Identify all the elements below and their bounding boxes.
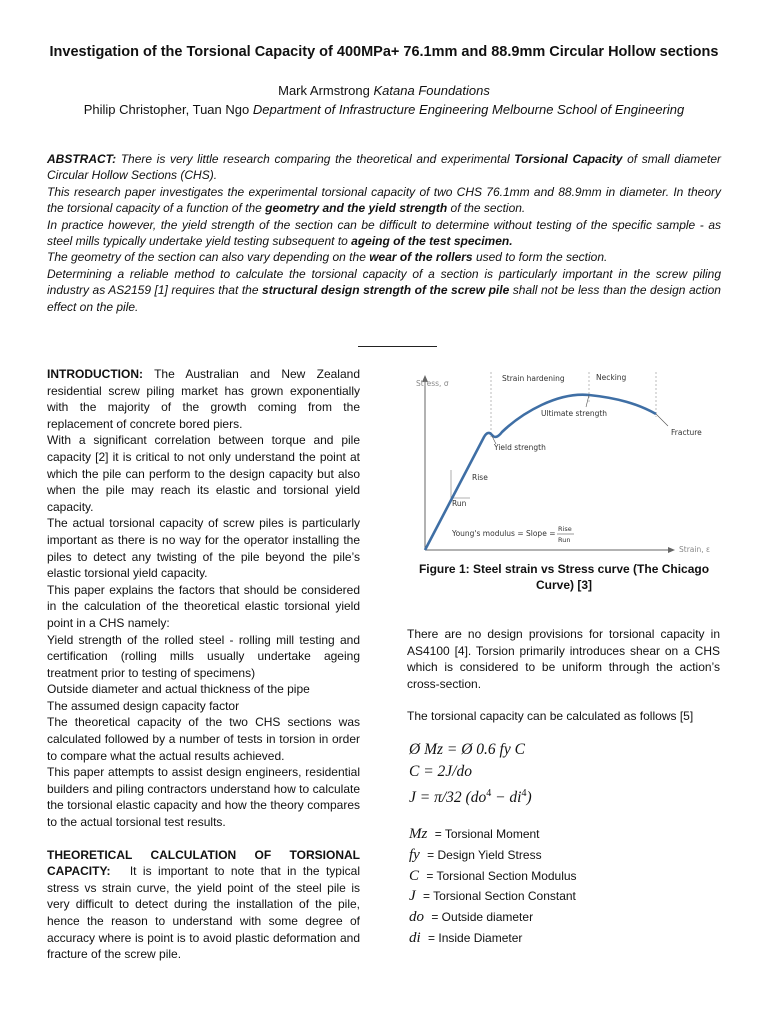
definition-symbol: Mz bbox=[409, 826, 428, 842]
abstract bbox=[47, 151, 721, 315]
definition-item bbox=[409, 886, 577, 907]
intro-para-3: The actual torsional capacity of screw piles is particularly important as there is no way for the operator installing the piles to detect any twisting of the pile beyond the pile’s elastic torsional yield capacity. bbox=[47, 516, 360, 581]
slope-fraction-numerator: Rise bbox=[558, 525, 572, 533]
theory-heading: THEORETICAL CALCULATION OF TORSIONAL CAPACITY: bbox=[47, 847, 360, 879]
intro-para-2: With a significant correlation between torque and pile capacity [2] it is critical to not only understand the point at which the pile can perform to the design capacity but also when the pile may reach its elastic and torsional yield capacity. bbox=[47, 433, 360, 514]
equation-3-exponent: 4 bbox=[521, 788, 527, 799]
intro-para-5: Yield strength of the rolled steel - rolling mill testing and certification (rolling mills usually undertake ageing treatment prior to testing of specimens) bbox=[47, 632, 360, 680]
author-affiliation-2: Department of Infrastructure Engineering Melbourne School of Engineering bbox=[252, 102, 685, 117]
definition-text: = Torsional Section Modulus bbox=[426, 868, 577, 883]
yield-strength-label: Yield strength bbox=[494, 443, 546, 452]
strain-axis-label: Strain, ε bbox=[679, 545, 711, 554]
abstract-label: ABSTRACT: bbox=[47, 152, 117, 166]
intro-para-8: The theoretical capacity of the two CHS sections was calculated followed by a number of tests in torsion in order to compare what the actual results achieved. bbox=[47, 715, 360, 763]
definition-text: = Torsional Section Constant bbox=[423, 889, 576, 904]
abstract-text: This research paper investigates the experimental torsional capacity of two CHS 76.1mm and 88.9mm in diameter. In theory the torsional capacity of a function of the bbox=[47, 184, 721, 216]
slope-fraction-denominator: Run bbox=[558, 536, 571, 544]
definition-item bbox=[409, 907, 577, 928]
section-divider bbox=[358, 346, 437, 347]
left-column bbox=[47, 366, 360, 963]
abstract-para-4 bbox=[47, 249, 721, 265]
abstract-para-1 bbox=[47, 151, 721, 184]
equation-3-exponent: 4 bbox=[486, 788, 492, 799]
abstract-bold: ageing of the test specimen. bbox=[351, 234, 513, 249]
x-axis-arrow bbox=[668, 547, 675, 553]
right-para-1: There are no design provisions for torsional capacity in AS4100 [4]. Torsion primarily introduces shear on a CHS which is considered to be uniform through the action’s cross-section. bbox=[407, 627, 720, 691]
intro-para-9: This paper attempts to assist design engineers, residential builders and piling contractors understand how to calculate the torsional elastic capacity and how the theory compares to the actual torsional test results. bbox=[47, 765, 360, 830]
stress-strain-figure bbox=[408, 362, 728, 558]
definition-text: = Outside diameter bbox=[431, 910, 534, 925]
figure-caption: Figure 1: Steel strain vs Stress curve (The Chicago Curve) [3] bbox=[418, 562, 710, 592]
introduction-heading: INTRODUCTION: bbox=[47, 367, 143, 381]
body-text: It is important to note that in the typical stress vs strain curve, the yield point of the steel pile is very difficult to detect during the installation of the pile, hence the reason to understand with some degree of accuracy where is point is to avoid plastic deformation and fracture of the screw pile. bbox=[47, 864, 360, 962]
ultimate-strength-label: Ultimate strength bbox=[541, 409, 608, 418]
equation-3 bbox=[409, 783, 532, 809]
definition-text: = Torsional Moment bbox=[434, 827, 540, 841]
abstract-bold: structural design strength of the screw pile bbox=[262, 283, 510, 298]
equation-3-part: J = π/32 (do bbox=[409, 789, 487, 807]
equation-2: C = 2J/do bbox=[409, 763, 472, 780]
abstract-bold: wear of the rollers bbox=[369, 250, 473, 265]
intro-para-6: Outside diameter and actual thickness of the pipe bbox=[47, 682, 310, 697]
abstract-para-2 bbox=[47, 184, 721, 217]
necking-label: Necking bbox=[596, 373, 627, 382]
theory-para-1 bbox=[47, 847, 360, 963]
fracture-label: Fracture bbox=[671, 428, 702, 437]
definition-item bbox=[409, 824, 577, 845]
equation-3-part: ) bbox=[526, 789, 532, 807]
definition-item bbox=[409, 845, 577, 866]
stress-axis-label: Stress, σ bbox=[416, 379, 449, 388]
definition-item bbox=[409, 928, 577, 949]
definition-item bbox=[409, 866, 577, 887]
definition-text: = Design Yield Stress bbox=[427, 847, 542, 862]
paper-title: Investigation of the Torsional Capacity of 400MPa+ 76.1mm and 88.9mm Circular Hollow sections bbox=[49, 44, 719, 60]
abstract-text: The geometry of the section can also vary depending on the bbox=[47, 250, 366, 265]
abstract-text: shall not be less than the design action effect on the pile. bbox=[47, 283, 721, 314]
equation-3-part: − di bbox=[491, 789, 522, 807]
abstract-para-3 bbox=[47, 217, 721, 250]
definitions-list bbox=[409, 824, 577, 949]
abstract-text: In practice however, the yield strength of the section can be difficult to determine without testing of the specific sample - as steel mills typically undertake yield testing subsequent to bbox=[47, 217, 721, 249]
author-line-2 bbox=[30, 101, 738, 119]
abstract-bold: Torsional Capacity bbox=[514, 152, 623, 166]
fracture-pointer bbox=[656, 414, 668, 426]
abstract-text: There is very little research comparing the theoretical and experimental bbox=[120, 152, 510, 166]
intro-para-1 bbox=[47, 366, 360, 432]
equation-1: Ø Mz = Ø 0.6 fy C bbox=[409, 741, 525, 758]
run-label: Run bbox=[452, 499, 467, 508]
abstract-text: Determining a reliable method to calculate the torsional capacity of a section is particularly important in the screw piling industry as AS2159 [1] requires that the bbox=[47, 266, 721, 298]
right-para-2: The torsional capacity can be calculated as follows [5] bbox=[407, 709, 694, 723]
body-text: The Australian and New Zealand residential screw piling market has grown exponentially with the majority of the growth coming from the replacement of concrete bored piers. bbox=[47, 367, 360, 431]
abstract-para-5 bbox=[47, 266, 721, 315]
rise-label: Rise bbox=[472, 473, 488, 482]
abstract-text: used to form the section. bbox=[475, 250, 608, 265]
author-name-1: Mark Armstrong bbox=[278, 83, 370, 98]
abstract-text: of the section. bbox=[450, 201, 526, 216]
definition-symbol: C bbox=[409, 867, 420, 884]
intro-para-4: This paper explains the factors that should be considered in the calculation of the theoretical elastic torsional yield point in a CHS namely: bbox=[47, 582, 360, 630]
definition-text: = Inside Diameter bbox=[428, 930, 523, 945]
strain-hardening-label: Strain hardening bbox=[502, 374, 565, 383]
definition-symbol: fy bbox=[409, 846, 420, 863]
youngs-modulus-label: Young's modulus = Slope = bbox=[452, 529, 556, 538]
definition-symbol: J bbox=[409, 888, 416, 905]
definition-symbol: do bbox=[409, 909, 424, 926]
author-affiliation-1: Katana Foundations bbox=[373, 83, 490, 98]
abstract-bold: geometry and the yield strength bbox=[265, 201, 448, 216]
definition-symbol: di bbox=[409, 929, 421, 946]
author-name-2: Philip Christopher, Tuan Ngo bbox=[83, 102, 250, 117]
author-line-1 bbox=[30, 82, 738, 100]
intro-para-7: The assumed design capacity factor bbox=[47, 698, 240, 713]
abstract-text: of small diameter Circular Hollow Sections (CHS). bbox=[47, 152, 721, 183]
